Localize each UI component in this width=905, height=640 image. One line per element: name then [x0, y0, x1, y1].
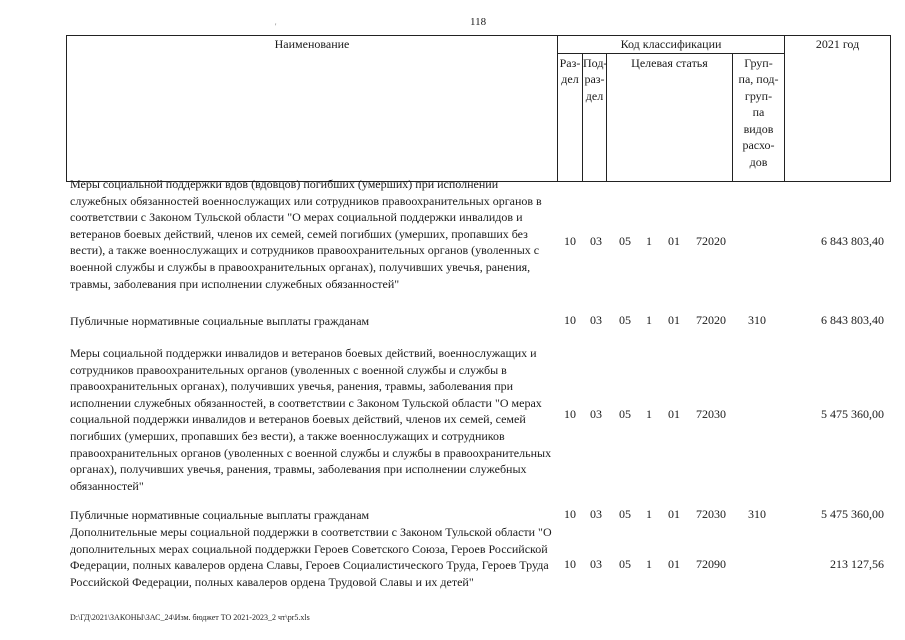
code-expense-type: 310	[748, 507, 766, 521]
row-description: Публичные нормативные социальные выплаты гражданам	[70, 314, 370, 328]
code-podrazdel: 03	[590, 407, 602, 421]
row-description: Публичные нормативные социальные выплаты гражданам	[70, 508, 370, 522]
code-razdel: 10	[564, 407, 576, 421]
code-main-event: 01	[668, 234, 680, 248]
code-direction: 72030	[696, 407, 726, 421]
header-razdel: Раз- дел	[558, 53, 583, 181]
code-podrazdel: 03	[590, 313, 602, 327]
classification-header	[66, 35, 891, 182]
row-amount: 6 843 803,40	[821, 313, 884, 327]
code-main-event: 01	[668, 557, 680, 571]
header-target-article: Целевая статья	[607, 53, 733, 181]
code-program: 05	[619, 234, 631, 248]
header-podrazdel: Под- раз- дел	[583, 53, 607, 181]
page-number: 118	[470, 16, 487, 28]
code-direction: 72020	[696, 313, 726, 327]
code-podrazdel: 03	[590, 557, 602, 571]
code-program: 05	[619, 557, 631, 571]
code-razdel: 10	[564, 557, 576, 571]
row-amount: 6 843 803,40	[821, 234, 884, 248]
code-podrazdel: 03	[590, 507, 602, 521]
code-subprogram: 1	[646, 407, 652, 421]
scan-dot: '	[275, 22, 277, 31]
row-description: Меры социальной поддержки вдов (вдовцов) погибших (умерших) при исполнении служебных обязанностей военнослужащих или сотрудников правоохранительных органов в соответствии с Законом Тульской области "О мерах социальной поддержки инвалидов и ветеранов боевых действий, членов их семей, семей погибших (умерших, пропавших без вести), а также военнослужащих и сотрудников правоохранительных органов (уволенных с военной службы и службы в правоохранительных органах), получивших увечья, ранения, травмы, заболевания при исполнении служебных обязанностей"	[70, 177, 542, 291]
header-code-group: Код классификации	[558, 36, 785, 54]
code-main-event: 01	[668, 507, 680, 521]
code-razdel: 10	[564, 507, 576, 521]
code-podrazdel: 03	[590, 234, 602, 248]
code-direction: 72030	[696, 507, 726, 521]
code-subprogram: 1	[646, 234, 652, 248]
code-program: 05	[619, 313, 631, 327]
header-year: 2021 год	[785, 36, 891, 182]
header-expense-type: Груп- па, под- груп- па видов расхо- дов	[733, 53, 785, 181]
code-razdel: 10	[564, 234, 576, 248]
row-description: Дополнительные меры социальной поддержки в соответствии с Законом Тульской области "О дополнительных мерах социальной поддержки Героев Советского Союза, Героев Российской Федерации, полных кавалеров ордена Славы, Героев Социалистического Труда, Героев Труда Российской Федерации, полных кавалеров ордена Трудовой Славы и их детей"	[70, 525, 552, 589]
code-program: 05	[619, 407, 631, 421]
code-program: 05	[619, 507, 631, 521]
code-main-event: 01	[668, 313, 680, 327]
code-subprogram: 1	[646, 507, 652, 521]
code-razdel: 10	[564, 313, 576, 327]
code-direction: 72090	[696, 557, 726, 571]
row-description: Меры социальной поддержки инвалидов и ветеранов боевых действий, военнослужащих и сотрудников правоохранительных органов (уволенных с военной службы и службы в правоохранительных органах), получивших увечья, ранения, травмы, заболевания при исполнении служебных обязанностей, в соответствии с Законом Тульской области "О мерах социальной поддержки инвалидов и ветеранов боевых действий, членов их семей, семей погибших (умерших, пропавших без вести), а также военнослужащих и сотрудников правоохранительных органов (уволенных с военной службы и службы в правоохранительных органах), получивших увечья, ранения, травмы, заболевания при исполнении служебных обязанностей"	[70, 346, 552, 493]
row-amount: 5 475 360,00	[821, 407, 884, 421]
code-direction: 72020	[696, 234, 726, 248]
footer-file-path: D:\ГД\2021\ЗАКОНЫ\ЗАС_24\Изм. бюджет ТО 2021-2023_2 чт\pr5.xls	[70, 613, 310, 622]
code-subprogram: 1	[646, 557, 652, 571]
row-amount: 213 127,56	[830, 557, 884, 571]
code-expense-type: 310	[748, 313, 766, 327]
code-main-event: 01	[668, 407, 680, 421]
code-subprogram: 1	[646, 313, 652, 327]
row-amount: 5 475 360,00	[821, 507, 884, 521]
header-name: Наименование	[67, 36, 558, 182]
